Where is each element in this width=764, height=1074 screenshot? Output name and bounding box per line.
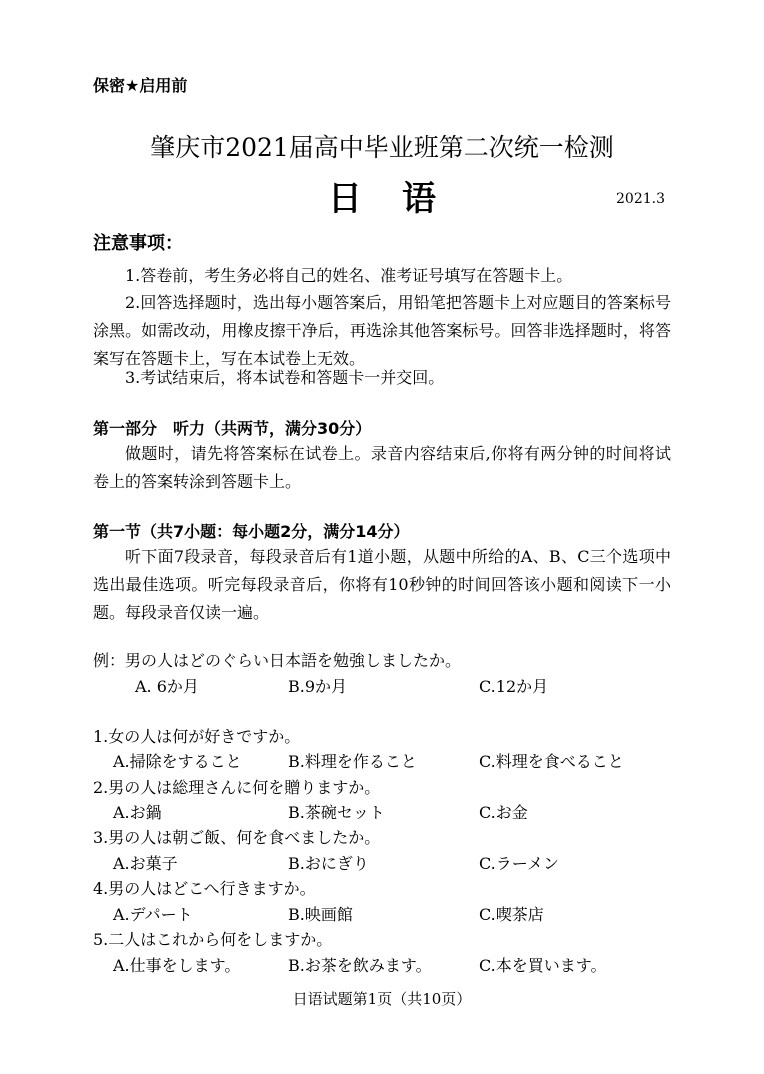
question-1-option-a: A.掃除をすること [113, 752, 242, 771]
question-3-option-c: C.ラーメン [479, 854, 559, 873]
question-2: 2.男の人は総理さんに何を贈りますか。 [93, 778, 381, 797]
question-2-option-c: C.お金 [479, 803, 528, 822]
question-1-option-c: C.料理を食べること [479, 752, 624, 771]
question-5-option-a: A.仕事をします。 [113, 956, 241, 975]
question-2-option-b: B.茶碗セット [288, 803, 385, 822]
question-3: 3.男の人は朝ご飯、何を食べましたか。 [93, 828, 381, 847]
question-4-option-b: B.映画館 [288, 905, 353, 924]
notice-heading: 注意事项： [93, 233, 183, 254]
page-footer: 日语试题第1页（共10页） [292, 990, 472, 1008]
example-option-b: B.9か月 [288, 677, 348, 696]
part1-heading: 第一部分 听力（共两节，满分30分） [93, 419, 372, 438]
section1-heading: 第一节（共7小题：每小题2分，满分14分） [93, 522, 410, 541]
question-1: 1.女の人は何が好きですか。 [93, 727, 301, 746]
example-option-c: C.12か月 [479, 677, 549, 696]
question-3-option-a: A.お菓子 [113, 854, 178, 873]
question-5-option-b: B.お茶を飲みます。 [288, 956, 432, 975]
question-5-option-c: C.本を買います。 [479, 956, 607, 975]
question-3-option-b: B.おにぎり [288, 854, 369, 873]
notice-item-1: 1.答卷前，考生务必将自己的姓名、准考证号填写在答题卡上。 [125, 266, 573, 285]
confidential-label: 保密★启用前 [93, 76, 188, 95]
notice-item-3: 3.考试结束后，将本试卷和答题卡一并交回。 [125, 368, 445, 387]
section1-instruction: 听下面7段录音，每段录音后有1道小题，从题中所给的A、B、C三个选项中选出最佳选项。听完每段录音后，你将有10秒钟的时间回答该小题和阅读下一小题。每段录音仅读一遍。 [93, 547, 671, 622]
notice-item-2: 2.回答选择题时，选出每小题答案后，用铅笔把答题卡上对应题目的答案标号涂黑。如需改动，用橡皮擦干净后，再选涂其他答案标号。回答非选择题时，将答案写在答题卡上，写在本试卷上无效。 [93, 293, 671, 368]
question-1-option-b: B.料理を作ること [288, 752, 417, 771]
question-5: 5.二人はこれから何をしますか。 [93, 930, 333, 949]
exam-title: 肇庆市2021届高中毕业班第二次统一检测 [150, 133, 614, 162]
part1-instruction: 做题时，请先将答案标在试卷上。录音内容结束后,你将有两分钟的时间将试卷上的答案转涂到答题卡上。 [93, 444, 671, 491]
exam-date: 2021.3 [616, 191, 665, 207]
subject-title: 日语 [328, 179, 476, 219]
question-2-option-a: A.お鍋 [113, 803, 162, 822]
question-4-option-c: C.喫茶店 [479, 905, 544, 924]
example-option-a: A. 6か月 [135, 677, 199, 696]
example-question: 例：男の人はどのぐらい日本語を勉強しましたか。 [93, 651, 462, 670]
question-4-option-a: A.デパート [113, 905, 193, 924]
question-4: 4.男の人はどこへ行きますか。 [93, 879, 316, 898]
